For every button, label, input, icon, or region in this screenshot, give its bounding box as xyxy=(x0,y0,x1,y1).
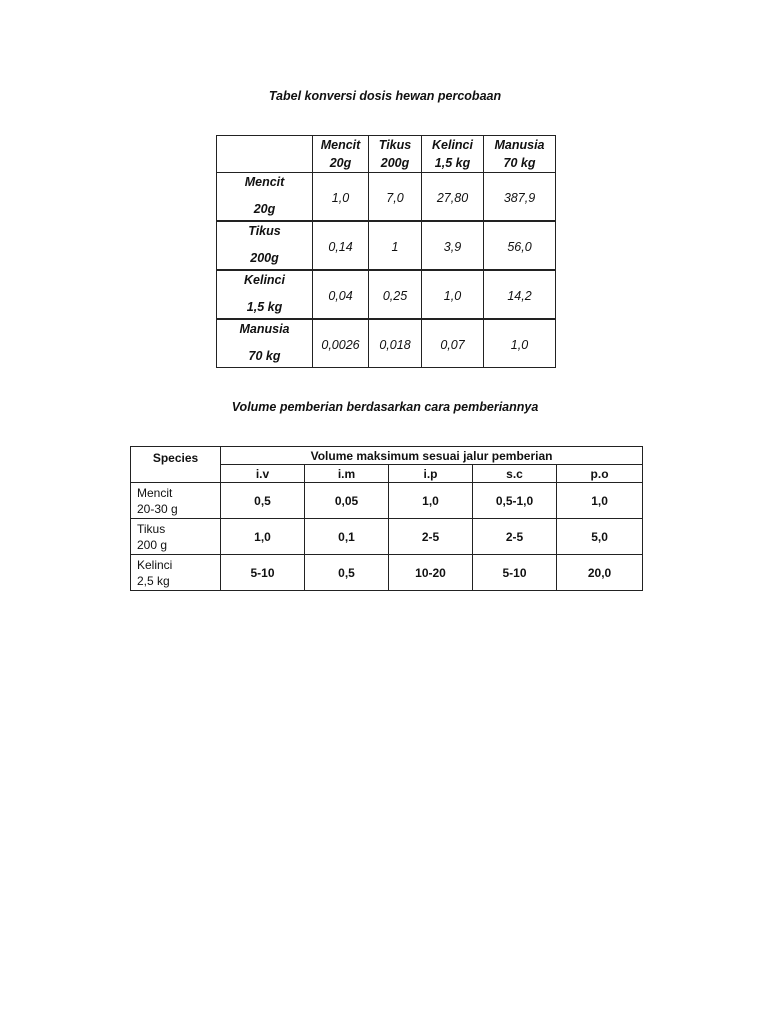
volume-table-title: Volume pemberian berdasarkan cara pemberiannya xyxy=(231,400,539,414)
row-header xyxy=(217,173,313,222)
route-header: p.o xyxy=(557,465,643,483)
table-cell: 5-10 xyxy=(473,555,557,591)
species-size: 2,5 kg xyxy=(137,573,170,588)
table-cell: 0,5 xyxy=(305,555,389,591)
table-header-row xyxy=(217,136,556,173)
table-cell: 56,0 xyxy=(484,221,556,270)
table-cell: 0,14 xyxy=(313,221,369,270)
species-cell xyxy=(131,483,221,519)
row-name: Kelinci xyxy=(244,273,285,287)
table-cell: 2-5 xyxy=(389,519,473,555)
table-cell: 1,0 xyxy=(389,483,473,519)
column-size: 20g xyxy=(329,156,352,170)
species-name: Tikus xyxy=(137,521,166,536)
column-size: 1,5 kg xyxy=(434,156,471,170)
column-size: 200g xyxy=(380,156,410,170)
administration-volume-table xyxy=(130,446,643,591)
table-cell: 1,0 xyxy=(422,270,484,319)
table-cell: 0,5-1,0 xyxy=(473,483,557,519)
species-name: Kelinci xyxy=(137,557,173,572)
table-cell: 0,018 xyxy=(369,319,422,368)
species-size: 20-30 g xyxy=(137,501,178,516)
column-name: Manusia xyxy=(494,138,545,152)
route-header: s.c xyxy=(473,465,557,483)
row-header xyxy=(217,319,313,368)
table-row xyxy=(217,270,556,319)
table-cell: 0,05 xyxy=(305,483,389,519)
table-row xyxy=(217,173,556,222)
conversion-table-title: Tabel konversi dosis hewan percobaan xyxy=(268,89,502,103)
table-header-row xyxy=(131,447,643,465)
table-cell: 5,0 xyxy=(557,519,643,555)
table-cell: 7,0 xyxy=(369,173,422,222)
table-cell: 3,9 xyxy=(422,221,484,270)
table-cell: 1,0 xyxy=(557,483,643,519)
table-cell: 2-5 xyxy=(473,519,557,555)
table-row xyxy=(217,319,556,368)
table-cell: 0,04 xyxy=(313,270,369,319)
row-name: Manusia xyxy=(239,322,290,336)
table-cell: 5-10 xyxy=(221,555,305,591)
species-size: 200 g xyxy=(137,537,168,552)
row-header xyxy=(217,270,313,319)
route-header: i.p xyxy=(389,465,473,483)
group-header: Volume maksimum sesuai jalur pemberian xyxy=(221,447,643,465)
row-size: 1,5 kg xyxy=(246,300,283,314)
table-cell: 387,9 xyxy=(484,173,556,222)
column-header xyxy=(369,136,422,173)
row-name: Tikus xyxy=(248,224,281,238)
row-size: 70 kg xyxy=(248,349,281,363)
row-size: 20g xyxy=(253,202,276,216)
table-row xyxy=(217,221,556,270)
table-cell: 0,0026 xyxy=(313,319,369,368)
species-header: Species xyxy=(131,447,221,483)
table-cell: 0,25 xyxy=(369,270,422,319)
table-cell: 1,0 xyxy=(221,519,305,555)
species-cell xyxy=(131,555,221,591)
species-cell xyxy=(131,519,221,555)
table-cell: 20,0 xyxy=(557,555,643,591)
column-name: Mencit xyxy=(320,138,361,152)
table-row xyxy=(131,519,643,555)
table-cell: 27,80 xyxy=(422,173,484,222)
corner-cell xyxy=(217,136,313,173)
row-size: 200g xyxy=(250,251,279,265)
column-name: Tikus xyxy=(378,138,412,152)
column-header xyxy=(484,136,556,173)
route-header: i.m xyxy=(305,465,389,483)
route-header: i.v xyxy=(221,465,305,483)
row-header xyxy=(217,221,313,270)
dose-conversion-table xyxy=(216,135,556,368)
row-name: Mencit xyxy=(244,175,285,189)
table-cell: 0,5 xyxy=(221,483,305,519)
table-cell: 0,1 xyxy=(305,519,389,555)
table-cell: 14,2 xyxy=(484,270,556,319)
table-cell: 1,0 xyxy=(313,173,369,222)
table-row xyxy=(131,483,643,519)
table-cell: 10-20 xyxy=(389,555,473,591)
column-name: Kelinci xyxy=(432,138,473,152)
species-name: Mencit xyxy=(137,485,173,500)
column-header xyxy=(422,136,484,173)
column-header xyxy=(313,136,369,173)
table-cell: 1 xyxy=(369,221,422,270)
table-cell: 1,0 xyxy=(484,319,556,368)
table-row xyxy=(131,555,643,591)
column-size: 70 kg xyxy=(503,156,536,170)
table-cell: 0,07 xyxy=(422,319,484,368)
